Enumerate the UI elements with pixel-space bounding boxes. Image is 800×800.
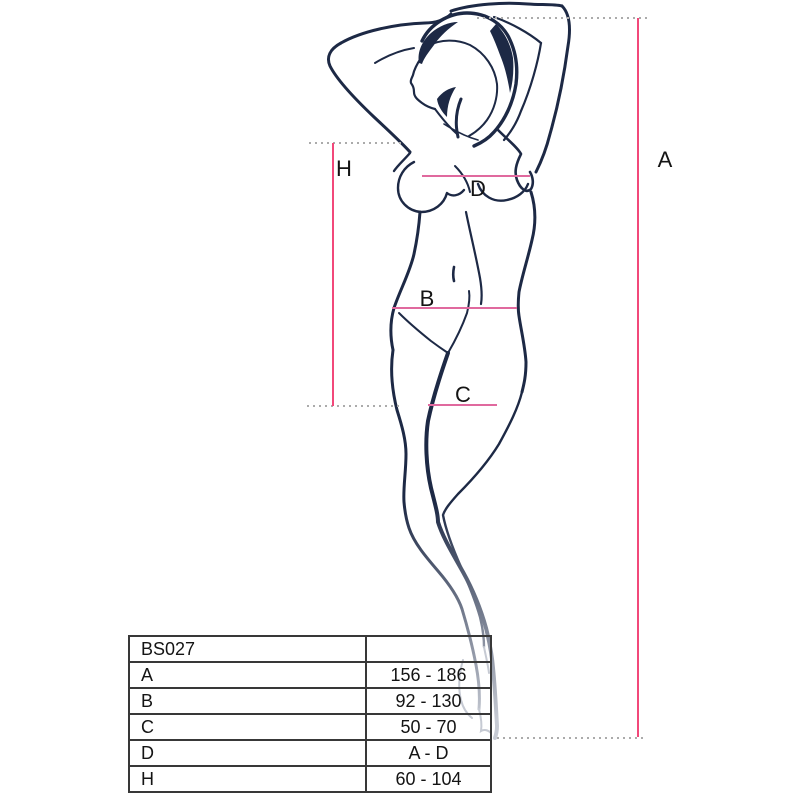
measure-value-cell: 156 - 186 xyxy=(366,662,491,688)
figure-hair-strand2 xyxy=(456,99,461,137)
figure-groin-right xyxy=(448,291,469,353)
table-row xyxy=(129,662,491,688)
size-table xyxy=(128,635,492,793)
figure-torso-right-edge xyxy=(518,192,535,392)
measurement-lines xyxy=(307,18,649,738)
measure-label-b: B xyxy=(419,286,435,311)
table-row xyxy=(129,688,491,714)
figure-navel xyxy=(453,267,454,281)
measure-label-h: H xyxy=(336,156,352,181)
measure-key-cell: B xyxy=(129,688,366,714)
measure-label-d: D xyxy=(470,176,486,201)
empty-header-cell xyxy=(366,636,491,662)
figure-face-profile xyxy=(411,58,435,109)
measure-key-cell: H xyxy=(129,766,366,792)
measure-value-cell: 50 - 70 xyxy=(366,714,491,740)
figure-hair-neck-strand xyxy=(437,87,456,117)
figure-belly-crease xyxy=(466,212,482,304)
woman-figure xyxy=(328,3,569,738)
measure-key-cell: C xyxy=(129,714,366,740)
figure-left-chest-edge xyxy=(394,153,410,171)
figure-shoulder-line xyxy=(444,124,478,140)
measure-key-cell: D xyxy=(129,740,366,766)
figure-right-arm-outer xyxy=(536,6,570,172)
table-row xyxy=(129,740,491,766)
figure-hair-front-chunk xyxy=(419,22,458,64)
figure-groin-left xyxy=(399,313,448,353)
figure-hair-side-chunk xyxy=(490,24,513,93)
measure-label-a: A xyxy=(657,147,673,172)
product-code-cell: BS027 xyxy=(129,636,366,662)
measure-key-cell: A xyxy=(129,662,366,688)
figure-left-forearm-inner xyxy=(375,48,414,63)
figure-left-breast xyxy=(398,162,464,212)
figure-left-arm-sweep xyxy=(328,43,410,152)
measure-value-cell: 60 - 104 xyxy=(366,766,491,792)
figure-cleavage-line xyxy=(455,166,470,192)
table-row xyxy=(129,766,491,792)
table-row-header xyxy=(129,636,491,662)
table-row xyxy=(129,714,491,740)
figure-hair-inner xyxy=(427,41,497,136)
measure-value-cell: A - D xyxy=(366,740,491,766)
figure-leg-far xyxy=(443,392,522,647)
figure-back-edge xyxy=(498,130,533,191)
measure-value-cell: 92 - 130 xyxy=(366,688,491,714)
figure-hands-top-line xyxy=(451,3,562,11)
measure-label-c: C xyxy=(455,382,471,407)
